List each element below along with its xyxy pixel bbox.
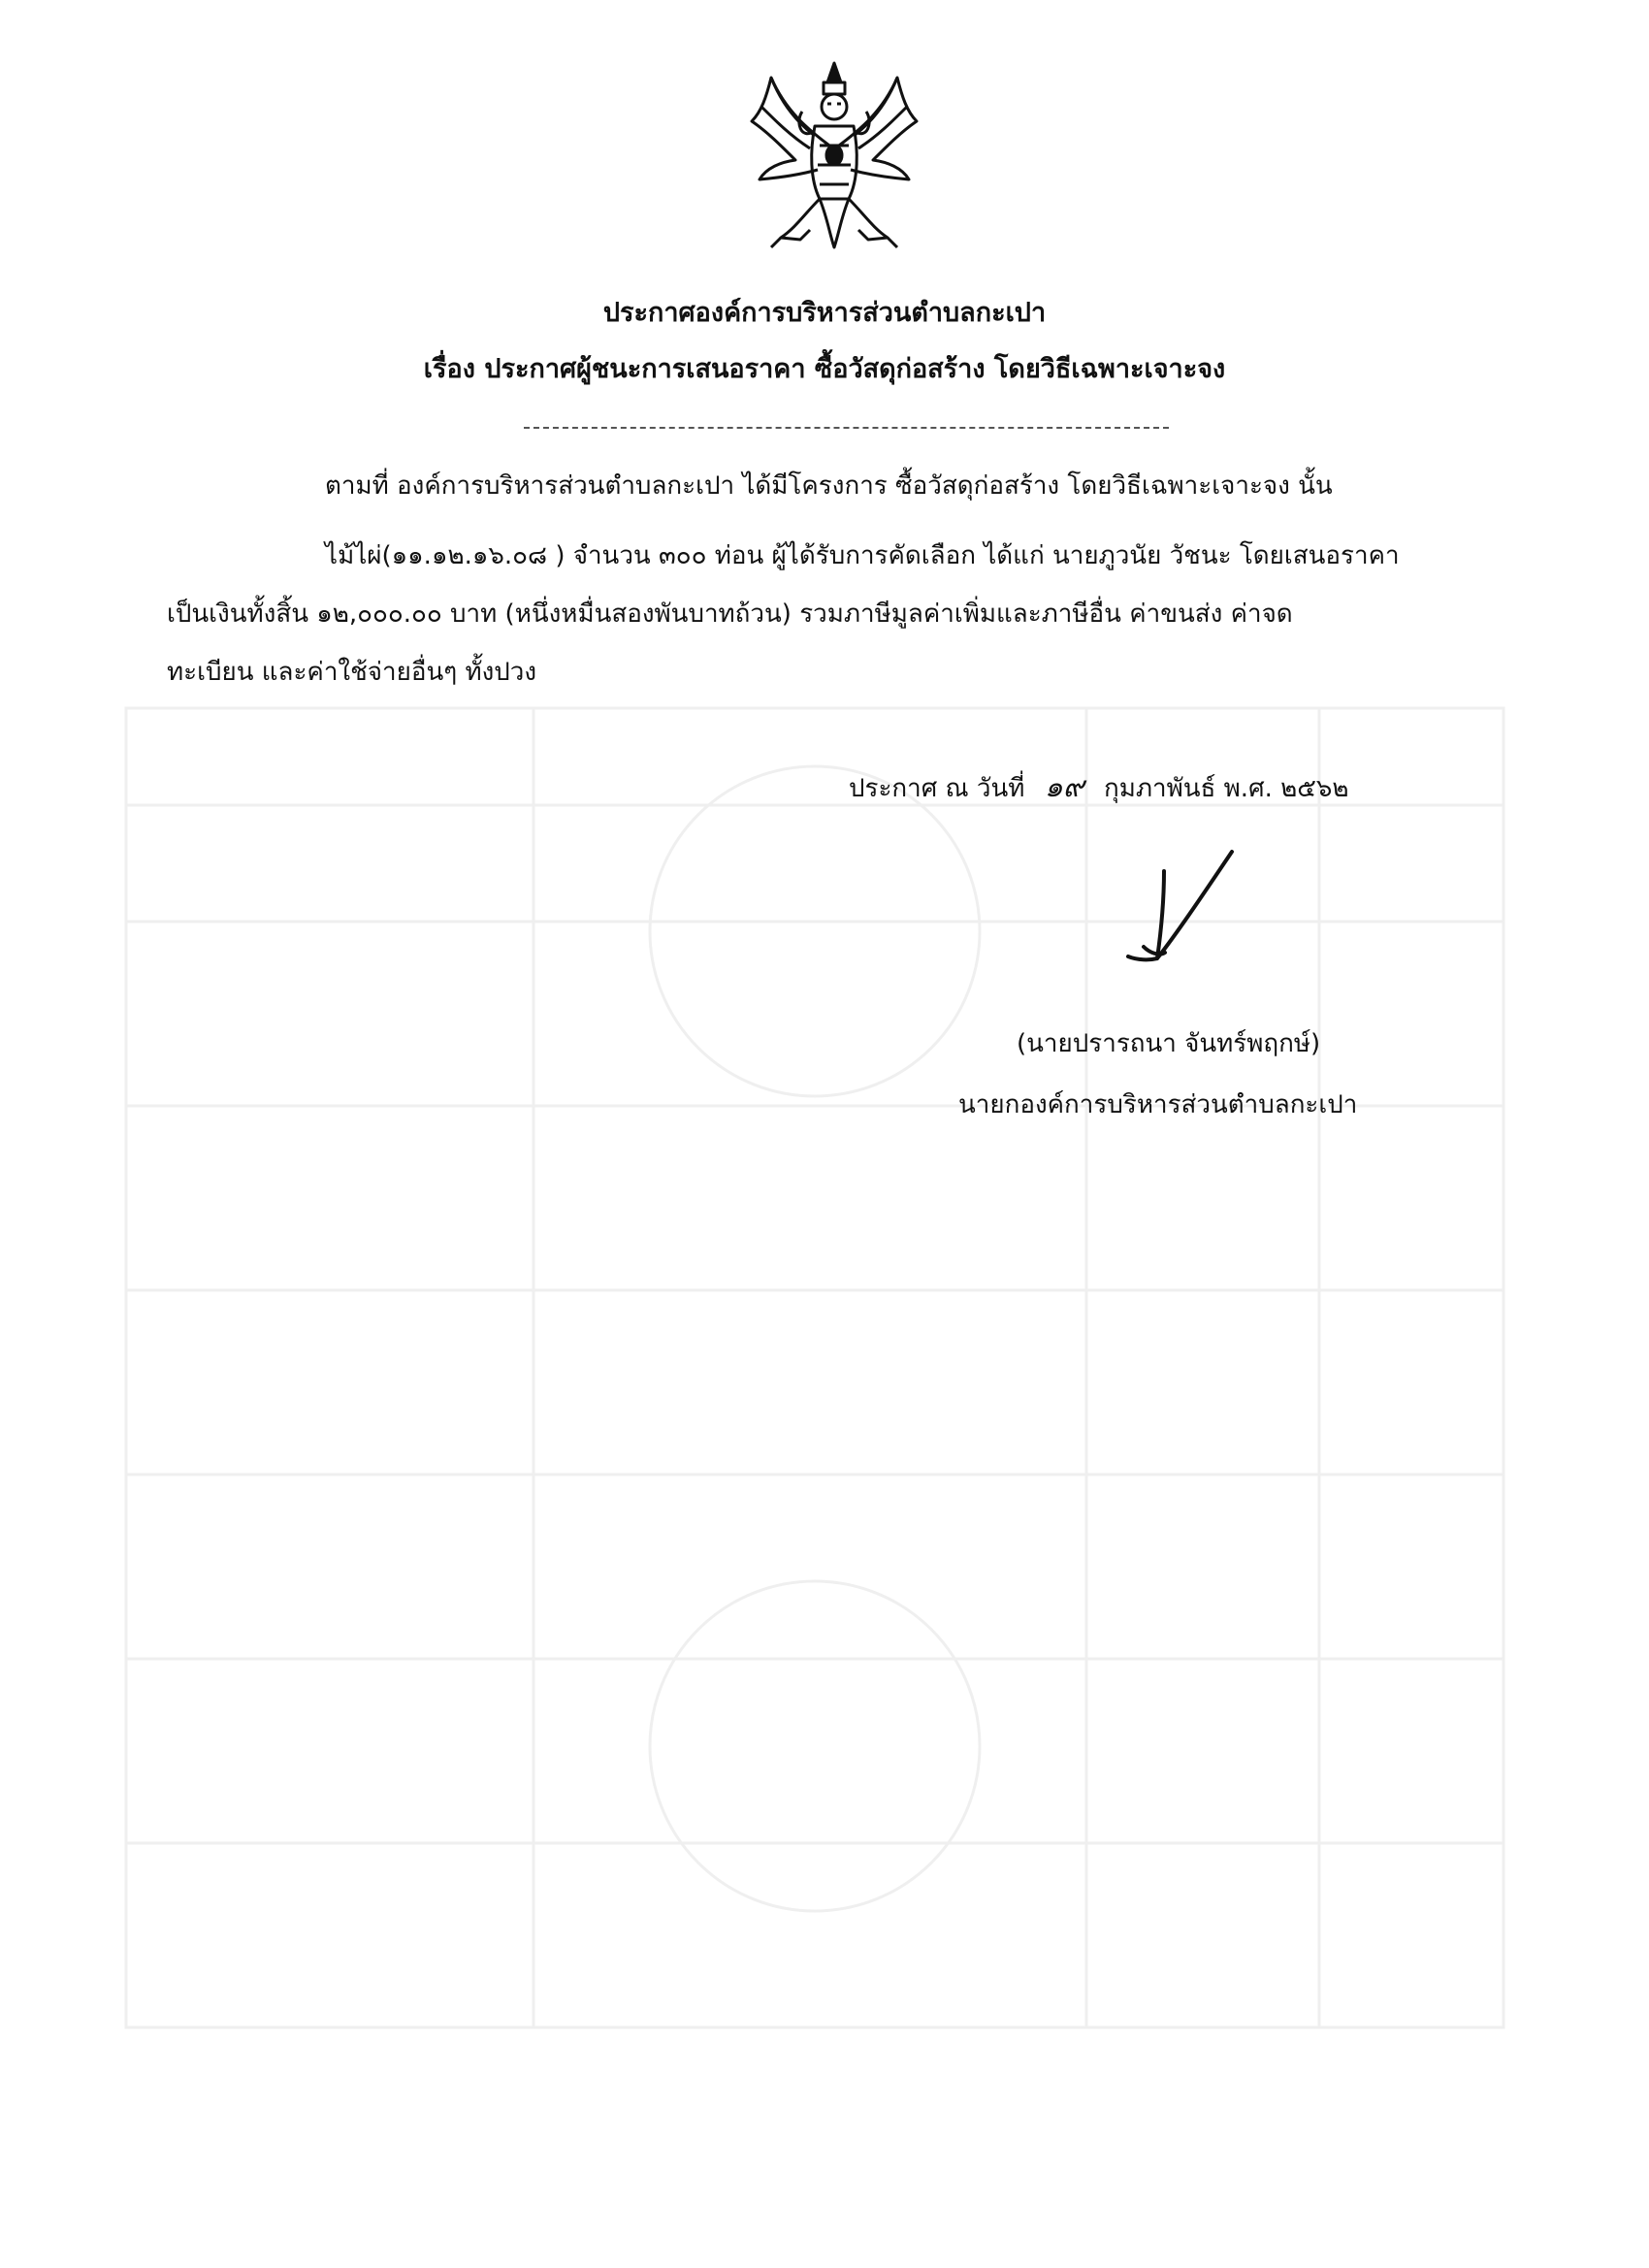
date-prefix: ประกาศ ณ วันที่ <box>849 774 1025 803</box>
date-day-handwritten: ๑๙ <box>1044 770 1084 804</box>
garuda-emblem-icon <box>742 53 926 267</box>
signatory-name: (นายปรารถนา จันทร์พฤกษ์) <box>1017 1029 1321 1058</box>
body-paragraph-line-4: ทะเบียน และค่าใช้จ่ายอื่นๆ ทั้งปวง <box>167 658 537 687</box>
body-paragraph-line-2: ไม้ไผ่(๑๑.๑๒.๑๖.๐๘ ) จำนวน ๓๐๐ ท่อน ผู้ได้รับการคัดเลือก ได้แก่ นายภูวนัย วัชนะ โดยเสนอราคา <box>325 541 1400 570</box>
body-paragraph-line-3: เป็นเงินทั้งสิ้น ๑๒,๐๐๐.๐๐ บาท (หนึ่งหมื่นสองพันบาทถ้วน) รวมภาษีมูลค่าเพิ่มและภาษีอื่น ค่าขนส่ง ค่าจด <box>167 599 1293 629</box>
dashed-divider <box>524 427 1169 429</box>
signatory-position: นายกองค์การบริหารส่วนตำบลกะเปา <box>958 1090 1358 1119</box>
announcement-date <box>849 764 1349 810</box>
body-paragraph-line-1: ตามที่ องค์การบริหารส่วนตำบลกะเปา ได้มีโครงการ ซื้อวัสดุก่อสร้าง โดยวิธีเฉพาะเจาะจง นั้น <box>325 471 1333 501</box>
announcement-title: ประกาศองค์การบริหารส่วนตำบลกะเปา <box>602 298 1047 328</box>
show-through-background <box>116 698 1513 2183</box>
handwritten-signature <box>1111 844 1246 970</box>
date-month-year: กุมภาพันธ์ พ.ศ. ๒๕๖๒ <box>1104 774 1349 803</box>
announcement-subject: เรื่อง ประกาศผู้ชนะการเสนอราคา ซื้อวัสดุก่อสร้าง โดยวิธีเฉพาะเจาะจง <box>423 354 1226 384</box>
